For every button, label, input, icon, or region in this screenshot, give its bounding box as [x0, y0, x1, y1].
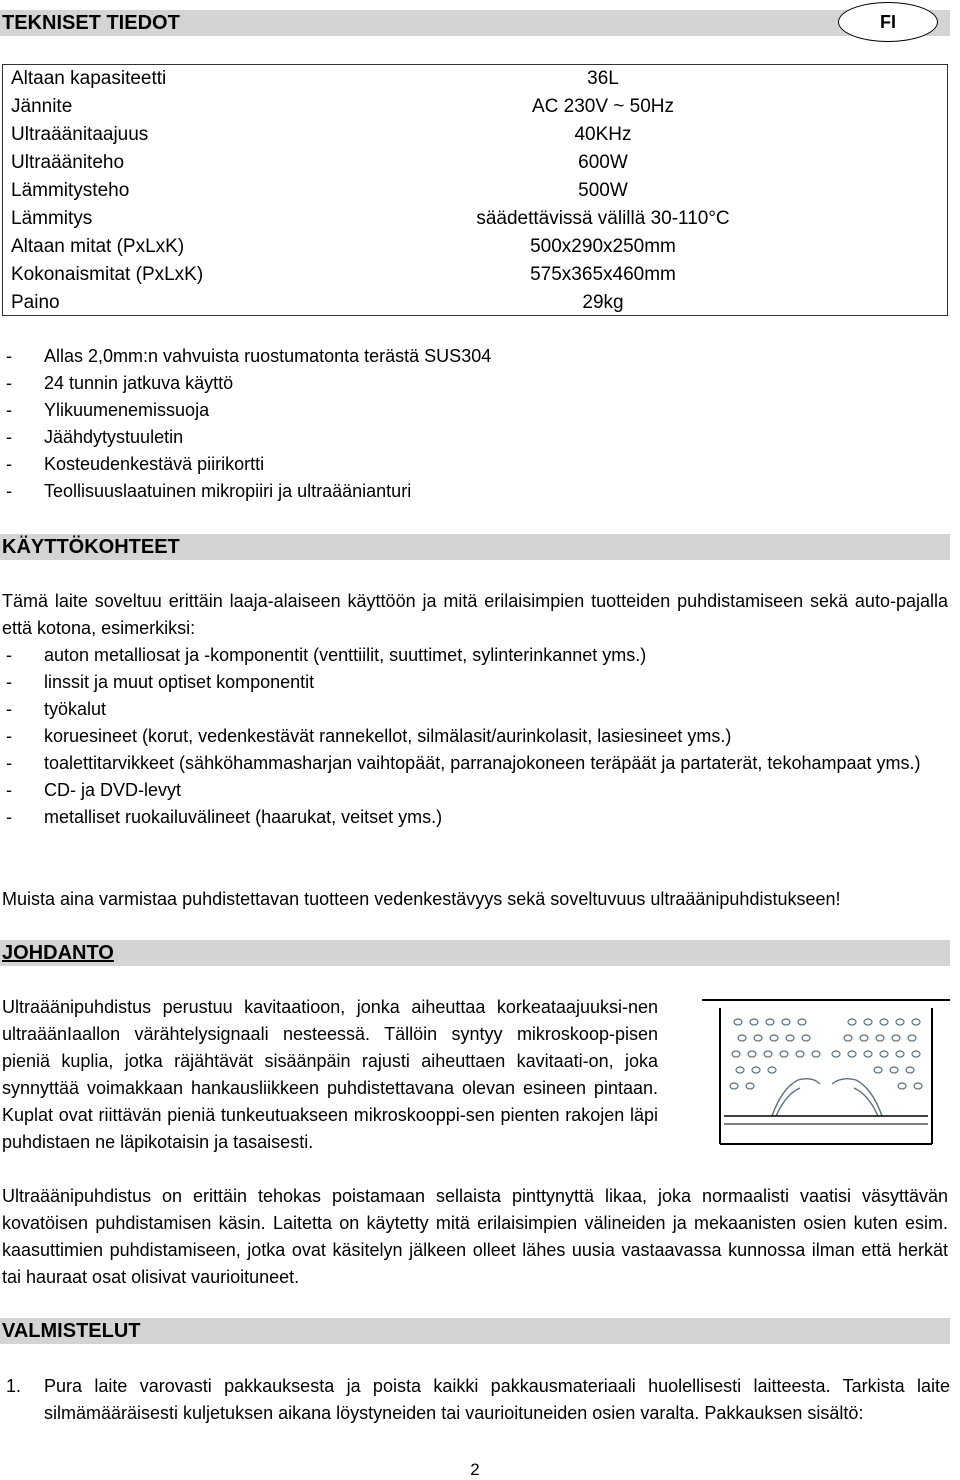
list-item: - työkalut	[6, 699, 107, 719]
feature-text: Jäähdytystuuletin	[44, 427, 184, 447]
spec-label: Lämmitysteho	[11, 180, 130, 201]
spec-label: Jännite	[11, 96, 73, 117]
page-number: 2	[470, 1460, 480, 1479]
intro-paragraph-2: Ultraäänipuhdistus on erittäin tehokas poistamaan sellaista pinttynyttä likaa, joka normaalisti vaatisi väsyttävän kovatöisen puhdistamisen käsin. Laitetta on käytetty mitä erilaisimpien välineiden ja mekaanisten osien kuten esim. kaasuttimien puhdistamiseen, jotka ovat käsitelyn jälkeen olleet lähes uusia vastaavassa kunnossa ilman että herkät tai hauraat osat olisivat vaurioituneet.	[2, 1186, 948, 1287]
feature-text: Teollisuuslaatuinen mikropiiri ja ultraäänianturi	[44, 481, 412, 501]
usage-intro: Tämä laite soveltuu erittäin laaja-alaiseen käyttöön ja mitä erilaisimpien tuotteiden puhdistamiseen sekä auto-pajalla että kotona, esimerkiksi:	[2, 591, 948, 638]
spec-row	[3, 149, 947, 177]
spec-value: 500W	[578, 180, 628, 201]
usage-item-text: auton metalliosat ja -komponentit (venttiilit, suuttimet, sylinterinkannet yms.)	[44, 645, 647, 665]
spec-value: 600W	[578, 152, 628, 173]
usage-item-text: metalliset ruokailuvälineet (haarukat, veitset yms.)	[44, 807, 443, 827]
prep-list	[0, 1373, 950, 1427]
spec-label: Kokonaismitat (PxLxK)	[11, 264, 204, 285]
spec-row	[3, 289, 947, 317]
spec-row	[3, 261, 947, 289]
feature-text: Allas 2,0mm:n vahvuista ruostumatonta terästä SUS304	[44, 346, 492, 366]
spec-value: säädettävissä välillä 30-110°C	[476, 208, 730, 229]
language-badge: FI	[838, 2, 938, 42]
section-title: KÄYTTÖKOHTEET	[2, 536, 180, 558]
list-item: - metalliset ruokailuvälineet (haarukat, veitset yms.)	[6, 807, 443, 827]
step-number: 1.	[6, 1376, 22, 1396]
spec-label: Lämmitys	[11, 208, 93, 229]
list-item: - linssit ja muut optiset komponentit	[6, 672, 315, 692]
section-title: JOHDANTO	[2, 942, 114, 964]
list-item: - auton metalliosat ja -komponentit (venttiilit, suuttimet, sylinterinkannet yms.)	[6, 645, 647, 665]
usage-item-text: työkalut	[44, 699, 107, 719]
spec-row	[3, 93, 947, 121]
spec-value: 500x290x250mm	[530, 236, 676, 257]
usage-item-text: linssit ja muut optiset komponentit	[44, 672, 315, 692]
step-text: Pura laite varovasti pakkauksesta ja poista kaikki pakkausmateriaali huolellisesti laitteesta. Tarkista laite silmämääräisesti kuljetuksen aikana löystyneiden tai vaurioituneiden osien varalta. Pakkauksen sisältö:	[44, 1376, 950, 1423]
usage-note: Muista aina varmistaa puhdistettavan tuotteen vedenkestävyys sekä soveltuvuus ultraäänipuhdistukseen!	[2, 889, 841, 909]
spec-label: Ultraäänitaajuus	[11, 124, 149, 145]
usage-item-text: koruesineet (korut, vedenkestävät rannekellot, silmälasit/aurinkolasit, lasiesineet yms.)	[44, 726, 732, 746]
spec-label: Ultraääniteho	[11, 152, 125, 173]
feature-text: 24 tunnin jatkuva käyttö	[44, 373, 234, 393]
ultrasonic-tank-illustration	[702, 998, 950, 1146]
list-item: - toalettitarvikkeet (sähköhammasharjan vaihtopäät, parranajokoneen teräpäät ja partaterät, tekohampaat yms.)	[6, 753, 921, 773]
spec-value: 575x365x460mm	[530, 264, 676, 285]
usage-list	[0, 642, 950, 831]
spec-label: Altaan mitat (PxLxK)	[11, 236, 185, 257]
spec-label: Paino	[11, 292, 60, 313]
spec-value: 29kg	[582, 292, 624, 313]
spec-label: Altaan kapasiteetti	[11, 68, 167, 89]
spec-row	[3, 65, 947, 93]
section-header-intro	[0, 940, 950, 966]
list-item: - CD- ja DVD-levyt	[6, 780, 182, 800]
section-header-prep	[0, 1318, 950, 1344]
feature-text: Ylikuumenemissuoja	[44, 400, 210, 420]
usage-item-text: toalettitarvikkeet (sähköhammasharjan vaihtopäät, parranajokoneen teräpäät ja partaterät, tekohampaat yms.)	[44, 753, 921, 773]
spec-value: 40KHz	[574, 124, 632, 145]
intro-paragraph-1: Ultraäänipuhdistus perustuu kavitaatioon, jonka aiheuttaa korkeataajuuksi-nen ultraäänIaallon värähtelysignaali nesteessä. Tällöin syntyy mikroskoop-pisen pieniä kuplia, jotka räjähtävät sisäänpäin rajusti aiheuttaen kavitaati-on, joka synnyttää voimakkaan hankausliikkeen puhdistettavana olevan esineen pintaan. Kuplat ovat riittävän pieniä tunkeutuakseen mikroskooppi-sen pienten rakojen läpi puhdistaen ne läpikotaisin ja tasaisesti.	[2, 997, 658, 1152]
spec-value: 36L	[587, 68, 619, 89]
section-header-specs	[0, 10, 950, 36]
usage-item-text: CD- ja DVD-levyt	[44, 780, 182, 800]
list-item: - koruesineet (korut, vedenkestävät rannekellot, silmälasit/aurinkolasit, lasiesineet yms.)	[6, 726, 732, 746]
section-title: TEKNISET TIEDOT	[2, 12, 180, 34]
spec-row	[3, 121, 947, 149]
spec-row	[3, 205, 947, 233]
specs-table	[2, 64, 948, 316]
spec-value: AC 230V ~ 50Hz	[531, 96, 675, 117]
spec-row	[3, 177, 947, 205]
feature-text: Kosteudenkestävä piirikortti	[44, 454, 265, 474]
list-item	[0, 1373, 950, 1427]
section-header-usage	[0, 534, 950, 560]
spec-row	[3, 233, 947, 261]
section-title: VALMISTELUT	[2, 1320, 141, 1342]
